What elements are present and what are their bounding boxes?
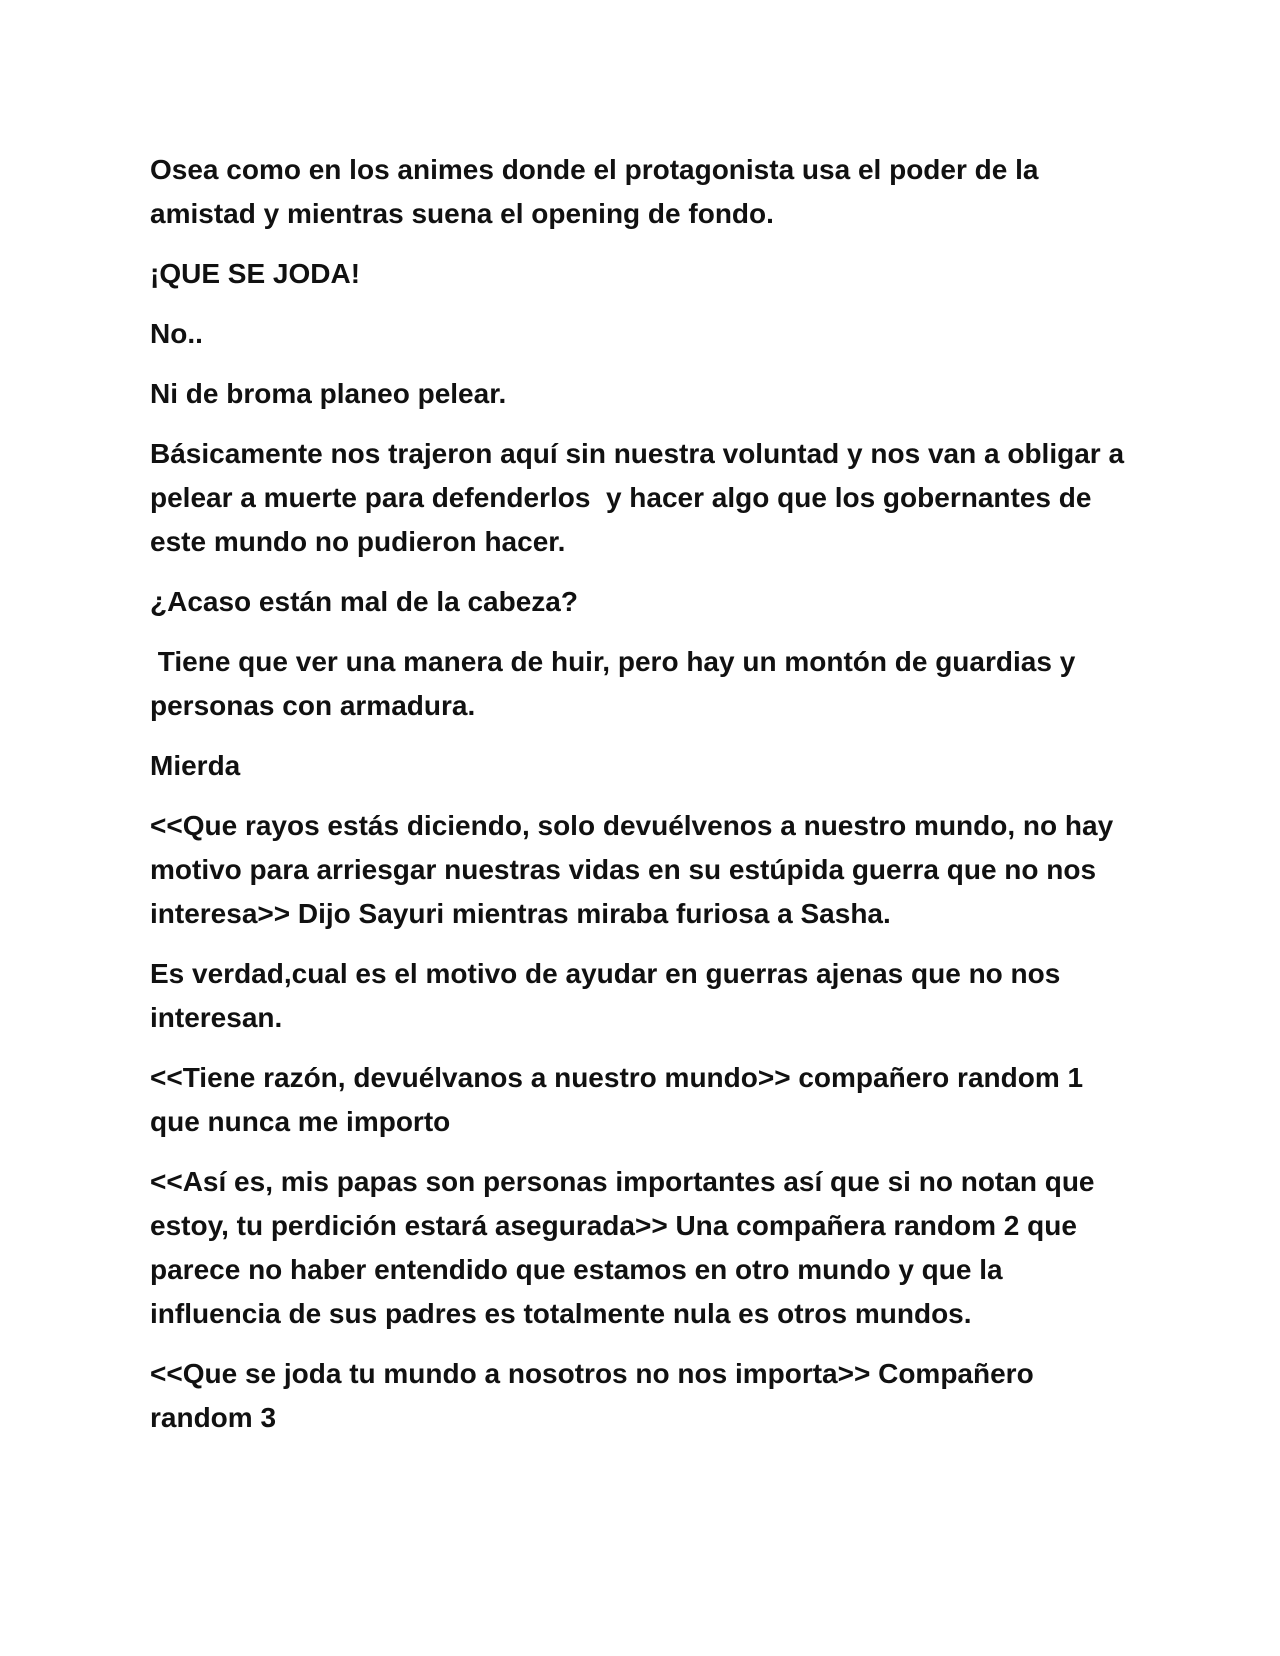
paragraph: No.. [150,318,203,349]
paragraph: Básicamente nos trajeron aquí sin nuestra voluntad y nos van a obligar a pelear a muerte para defenderlos y hacer algo que los gobernantes de este mundo no pudieron hacer. [150,438,1132,557]
paragraph: Tiene que ver una manera de huir, pero hay un montón de guardias y personas con armadura. [150,646,1084,721]
paragraph: ¡QUE SE JODA! [150,258,361,289]
paragraph: Ni de broma planeo pelear. [150,378,507,409]
paragraph: ¿Acaso están mal de la cabeza? [150,586,578,617]
paragraph: Es verdad,cual es el motivo de ayudar en guerras ajenas que no nos interesan. [150,958,1069,1033]
paragraph: <<Que rayos estás diciendo, solo devuélvenos a nuestro mundo, no hay motivo para arriesgar nuestras vidas en su estúpida guerra que no nos interesa>> Dijo Sayuri mientras miraba furiosa a Sasha. [150,810,1121,929]
paragraph: Mierda [150,750,241,781]
paragraph: <<Que se joda tu mundo a nosotros no nos importa>> Compañero random 3 [150,1358,1042,1433]
paragraph: <<Así es, mis papas son personas importantes así que si no notan que estoy, tu perdición estará asegurada>> Una compañera random 2 que parece no haber entendido que estamos en otro mundo y que la influencia de sus padres es totalmente nula es otros mundos. [150,1166,1103,1329]
document-body [150,148,1140,1456]
paragraph: <<Tiene razón, devuélvanos a nuestro mundo>> compañero random 1 que nunca me importo [150,1062,1091,1137]
paragraph: Osea como en los animes donde el protagonista usa el poder de la amistad y mientras suena el opening de fondo. [150,154,1047,229]
